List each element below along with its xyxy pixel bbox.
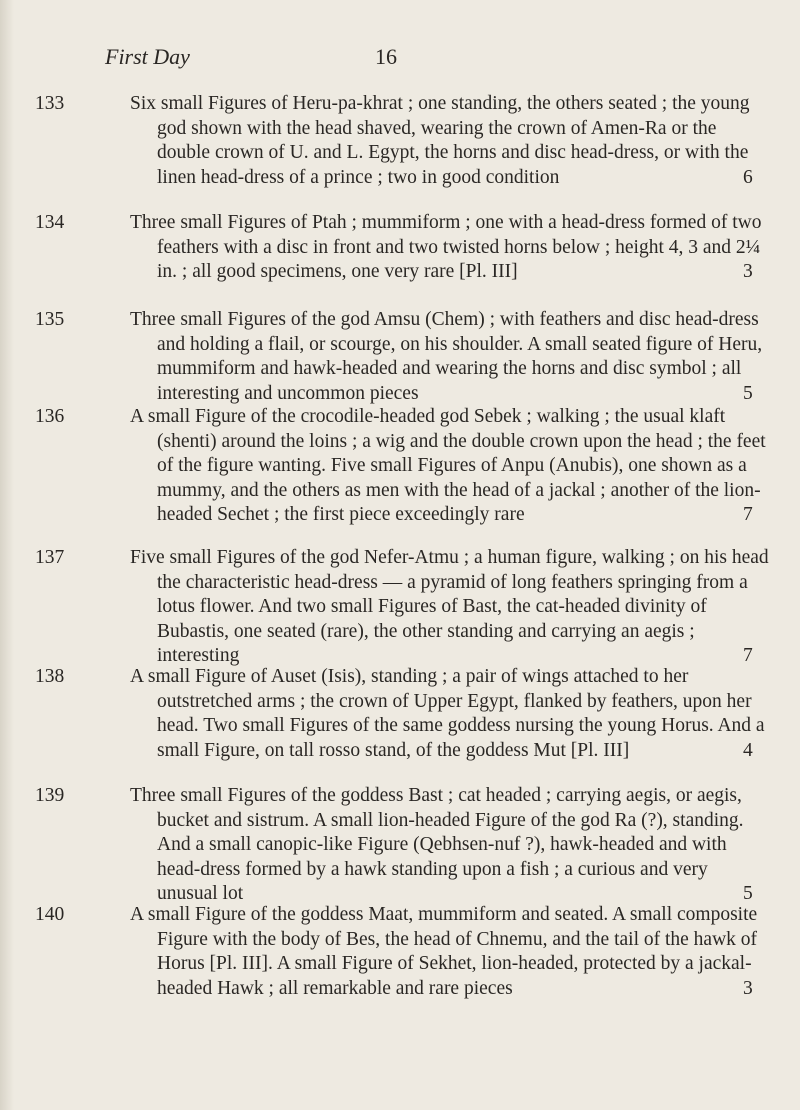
lot-number: 134 (35, 212, 65, 233)
lot-number: 137 (35, 547, 65, 568)
catalogue-lot: 137 Five small Figures of the god Nefer-Atmu ; a human figure, walking ; on his head the characteristic head-dress — a pyramid of long feathers springing from a lotus flower. And two small Figures of Bast, the cat-headed divinity of Bubastis, one seated (rare), the other standing and carrying an aegis ; interesting 7 (35, 547, 769, 667)
lot-description: Five small Figures of the god Nefer-Atmu ; a human figure, walking ; on his head the characteristic head-dress — a pyramid of long feathers springing from a lotus flower. And two small Figures of Bast, the cat-headed divinity of Bubastis, one seated (rare), the other standing and carrying an aegis ; interesting (130, 547, 769, 667)
page-edge-shadow (0, 0, 14, 1110)
catalogue-lot: 139 Three small Figures of the goddess Bast ; cat headed ; carrying aegis, or aegis, bucket and sistrum. A small lion-headed Figure of the god Ra (?), standing. And a small canopic-like Figure (Qebhsen-nuf ?), hawk-headed and with head-dress formed by a hawk standing upon a fish ; a curious and very unusual lot 5 (35, 785, 753, 905)
catalogue-lot: 133 Six small Figures of Heru-pa-khrat ; one standing, the others seated ; the young god shown with the head shaved, wearing the crown of Amen-Ra or the double crown of U. and L. Egypt, the horns and disc head-dress, or with the linen head-dress of a prince ; two in good condition 6 (35, 93, 753, 188)
catalogue-lot: 134 Three small Figures of Ptah ; mummiform ; one with a head-dress formed of two feathers with a disc in front and two twisted horns below ; height 4, 3 and 2¼ in. ; all good specimens, one very rare [Pl. III] 3 (35, 212, 762, 283)
catalogue-lot: 140 A small Figure of the goddess Maat, mummiform and seated. A small composite Figure with the body of Bes, the head of Chnemu, and the tail of the hawk of Horus [Pl. III]. A small Figure of Sekhet, lion-headed, protected by a jackal-headed Hawk ; all remarkable and rare pieces 3 (35, 904, 758, 999)
lot-description: Three small Figures of the god Amsu (Chem) ; with feathers and disc head-dress and holding a flail, or scourge, on his shoulder. A small seated figure of Heru, mummiform and hawk-headed and wearing the horns and disc symbol ; all interesting and uncommon pieces (130, 309, 763, 404)
lot-description: A small Figure of the crocodile-headed god Sebek ; walking ; the usual klaft (shenti) around the loins ; a wig and the double crown upon the head ; the feet of the figure wanting. Five small Figures of Anpu (Anubis), one shown as a mummy, and the others as men with the head of a jackal ; another of the lion-headed Sechet ; the first piece exceedingly rare (130, 406, 766, 526)
lot-description: A small Figure of the goddess Maat, mummiform and seated. A small composite Figure with the body of Bes, the head of Chnemu, and the tail of the hawk of Horus [Pl. III]. A small Figure of Sekhet, lion-headed, protected by a jackal-headed Hawk ; all remarkable and rare pieces (130, 904, 758, 999)
lot-number: 140 (35, 904, 65, 925)
lot-description: Three small Figures of the goddess Bast ; cat headed ; carrying aegis, or aegis, bucket and sistrum. A small lion-headed Figure of the god Ra (?), standing. And a small canopic-like Figure (Qebhsen-nuf ?), hawk-headed and with head-dress formed by a hawk standing upon a fish ; a curious and very unusual lot (130, 785, 744, 905)
lot-number: 136 (35, 406, 65, 427)
catalogue-lot: 136 A small Figure of the crocodile-headed god Sebek ; walking ; the usual klaft (shenti) around the loins ; a wig and the double crown upon the head ; the feet of the figure wanting. Five small Figures of Anpu (Anubis), one shown as a mummy, and the others as men with the head of a jackal ; another of the lion-headed Sechet ; the first piece exceedingly rare 7 (35, 406, 766, 526)
lot-number: 133 (35, 93, 65, 114)
page-header-title: First Day (105, 44, 190, 69)
lot-description: Six small Figures of Heru-pa-khrat ; one standing, the others seated ; the young god shown with the head shaved, wearing the crown of Amen-Ra or the double crown of U. and L. Egypt, the horns and disc head-dress, or with the linen head-dress of a prince ; two in good condition (130, 93, 750, 188)
lot-description: Three small Figures of Ptah ; mummiform ; one with a head-dress formed of two feathers with a disc in front and two twisted horns below ; height 4, 3 and 2¼ in. ; all good specimens, one very rare [Pl. III] (130, 212, 762, 283)
lot-description: A small Figure of Auset (Isis), standing ; a pair of wings attached to her outstretched arms ; the crown of Upper Egypt, flanked by feathers, upon her head. Two small Figures of the same goddess nursing the young Horus. And a small Figure, on tall rosso stand, of the goddess Mut [Pl. III] (130, 666, 765, 761)
lot-number: 139 (35, 785, 65, 806)
catalogue-lot: 135 Three small Figures of the god Amsu (Chem) ; with feathers and disc head-dress and holding a flail, or scourge, on his shoulder. A small seated figure of Heru, mummiform and hawk-headed and wearing the horns and disc symbol ; all interesting and uncommon pieces 5 (35, 309, 763, 404)
lot-number: 138 (35, 666, 65, 687)
lot-number: 135 (35, 309, 65, 330)
catalogue-lot: 138 A small Figure of Auset (Isis), standing ; a pair of wings attached to her outstretched arms ; the crown of Upper Egypt, flanked by feathers, upon her head. Two small Figures of the same goddess nursing the young Horus. And a small Figure, on tall rosso stand, of the goddess Mut [Pl. III] 4 (35, 666, 765, 761)
page-number: 16 (375, 44, 397, 69)
